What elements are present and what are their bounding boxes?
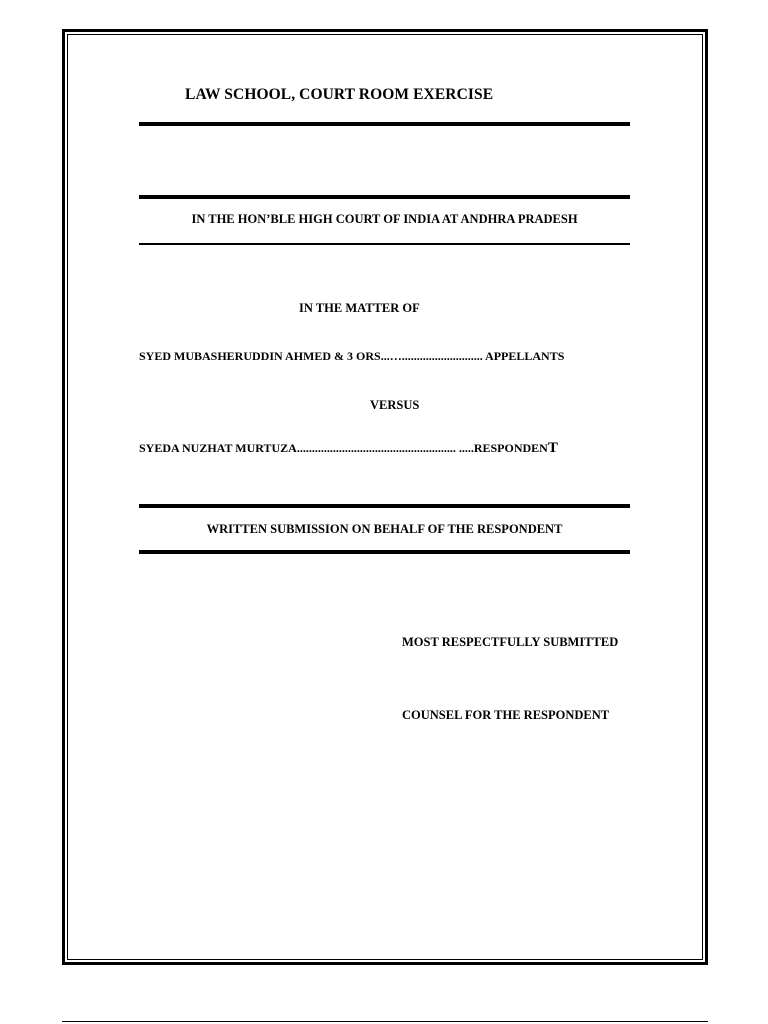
matter-heading: IN THE MATTER OF (299, 301, 420, 315)
appellant-line: SYED MUBASHERUDDIN AHMED & 3 ORS...…........................... APPELLANTS (139, 349, 565, 363)
respondent-line (139, 440, 558, 457)
closing-statement: MOST RESPECTFULLY SUBMITTED (402, 635, 619, 649)
submission-divider-top (139, 504, 630, 508)
respondent-line-main: SYEDA NUZHAT MURTUZA..................................................... .....RESPONDEN (139, 441, 548, 455)
header-divider (139, 122, 630, 126)
header-title: LAW SCHOOL, COURT ROOM EXERCISE (185, 86, 494, 103)
court-name: IN THE HON’BLE HIGH COURT OF INDIA AT ANDHRA PRADESH (191, 212, 578, 226)
versus-label: VERSUS (370, 398, 420, 412)
counsel-label: COUNSEL FOR THE RESPONDENT (402, 708, 610, 722)
court-divider-top (139, 195, 630, 199)
page-border-inner (67, 34, 703, 960)
court-divider-bottom (139, 243, 630, 245)
submission-title: WRITTEN SUBMISSION ON BEHALF OF THE RESPONDENT (206, 522, 563, 536)
submission-divider-bottom (139, 550, 630, 554)
respondent-line-last-char: T (547, 440, 558, 456)
footer-rule (62, 1021, 708, 1022)
